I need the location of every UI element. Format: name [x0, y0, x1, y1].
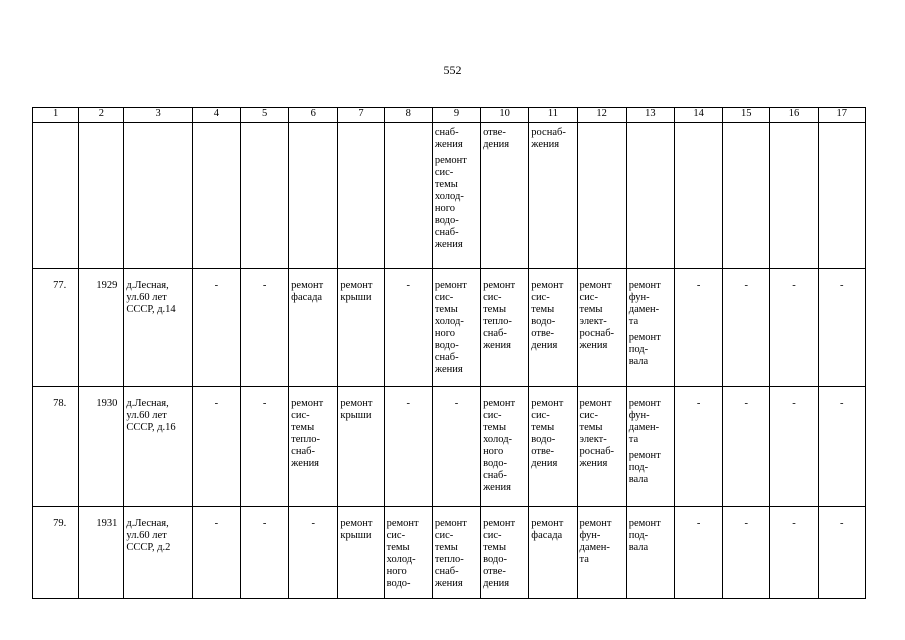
- work-cell-col-11: [529, 387, 577, 507]
- row-number-cell: 77.: [33, 269, 79, 387]
- col-header: 7: [338, 108, 384, 123]
- cell-text-line: отве-: [531, 446, 555, 457]
- work-cell-col-11: [529, 507, 577, 599]
- work-cell-col-16: [770, 269, 818, 387]
- cell-text-line: ремонт: [291, 280, 324, 291]
- dash-mark: -: [744, 518, 749, 529]
- cell-text-line: ремонт: [340, 398, 373, 409]
- cell-text-line: ремонт: [434, 155, 467, 166]
- repair-schedule-table: [32, 107, 866, 599]
- dash-mark: -: [696, 280, 701, 291]
- cell-text-line: жения: [579, 458, 608, 469]
- work-cell-col-12: [577, 387, 626, 507]
- cell-text-line: фун-: [628, 292, 650, 303]
- cell-text-line: сис-: [434, 292, 454, 303]
- dash-mark: -: [696, 518, 701, 529]
- work-cell-col-5: [240, 507, 288, 599]
- cell-text-line: ремонт: [483, 398, 516, 409]
- cell-text-line: крыши: [340, 410, 372, 421]
- cell-text-line: темы: [483, 422, 507, 433]
- work-cell-col-7: [338, 269, 384, 387]
- work-cell-col-15: [723, 507, 770, 599]
- cell-text-line: тепло-: [434, 554, 464, 565]
- table-cell: [770, 123, 818, 269]
- work-cell-col-6: [289, 387, 338, 507]
- work-cell-col-10: [481, 387, 529, 507]
- continuation-row: [33, 123, 866, 269]
- work-cell-col-17: [818, 387, 865, 507]
- work-cell-col-4: [192, 269, 240, 387]
- table-cell: [79, 123, 124, 269]
- cell-text-line: дения: [531, 458, 558, 469]
- year-cell: 1931: [79, 507, 124, 599]
- cell-text-line: темы: [531, 304, 555, 315]
- work-cell-col-9: [432, 269, 480, 387]
- dash-mark: -: [744, 280, 749, 291]
- dash-mark: -: [696, 398, 701, 409]
- col-header: 6: [289, 108, 338, 123]
- cell-text-line: та: [579, 554, 589, 565]
- cell-text-line: сис-: [483, 292, 502, 303]
- cell-text-line: тепло-: [291, 434, 321, 445]
- dash-mark: -: [744, 398, 749, 409]
- dash-mark: -: [792, 280, 796, 291]
- work-cell-col-12: [577, 507, 626, 599]
- cell-text-line: темы: [434, 304, 458, 315]
- cell-text-line: жения: [579, 340, 608, 351]
- cell-text-line: ремонт: [483, 280, 516, 291]
- cell-text-line: ремонт: [579, 518, 612, 529]
- cell-text-line: тепло-: [483, 316, 512, 327]
- cell-text-line: вала: [628, 542, 649, 553]
- address-line: ул.60 лет: [126, 292, 167, 303]
- cell-text-line: фасада: [531, 530, 563, 541]
- cell-text-line: дения: [531, 340, 558, 351]
- address-line: д.Лесная,: [126, 518, 169, 529]
- work-cell-col-15: [723, 269, 770, 387]
- cell-text-line: сис-: [579, 410, 598, 421]
- cell-text-line: темы: [579, 422, 603, 433]
- cell-text-line: ремонт: [628, 280, 661, 291]
- work-cell-col-14: [674, 387, 722, 507]
- cell-text-line: ремонт: [340, 518, 373, 529]
- cell-text-line: снаб-: [434, 352, 459, 363]
- dash-mark: -: [262, 398, 267, 409]
- work-cell-col-4: [192, 507, 240, 599]
- work-cell-col-14: [674, 269, 722, 387]
- cell-text-line: сис-: [483, 410, 502, 421]
- address-line: СССР, д.14: [126, 304, 176, 315]
- table-cell: [289, 123, 338, 269]
- cell-text-line: темы: [434, 179, 458, 190]
- row-number-cell: 78.: [33, 387, 79, 507]
- work-cell-col-9: [432, 507, 480, 599]
- cell-text-line: та: [628, 316, 639, 327]
- dash-mark: -: [840, 280, 844, 291]
- work-cell-col-17: [818, 507, 865, 599]
- dash-mark: -: [840, 518, 844, 529]
- cell-text-line: роснаб-: [531, 127, 566, 138]
- cell-text-line: дамен-: [579, 542, 610, 553]
- cell-text-line: фун-: [579, 530, 601, 541]
- cell-text-line: снаб-: [434, 566, 459, 577]
- cell-text-line: водо-: [434, 215, 459, 226]
- col-header: 10: [481, 108, 529, 123]
- table-cell: [626, 123, 674, 269]
- cell-text-line: жения: [434, 139, 463, 150]
- cell-text-line: под-: [628, 530, 649, 541]
- col-header: 15: [723, 108, 770, 123]
- work-cell-col-7: [338, 387, 384, 507]
- table-cell: [432, 123, 480, 269]
- cell-text-line: отве-: [483, 127, 506, 138]
- work-cell-col-4: [192, 387, 240, 507]
- cell-text-line: дения: [483, 139, 510, 150]
- dash-mark: -: [792, 518, 796, 529]
- cell-text-line: под-: [628, 462, 649, 473]
- col-header: 17: [818, 108, 865, 123]
- cell-text-line: ремонт: [628, 518, 661, 529]
- col-header: 4: [192, 108, 240, 123]
- col-header: 5: [240, 108, 288, 123]
- cell-text-line: элект-: [579, 434, 607, 445]
- dash-mark: -: [262, 280, 267, 291]
- col-header: 14: [674, 108, 722, 123]
- cell-text-line: сис-: [291, 410, 310, 421]
- work-cell-col-5: [240, 387, 288, 507]
- cell-text-line: холод-: [434, 191, 464, 202]
- address-line: д.Лесная,: [126, 280, 169, 291]
- work-cell-col-15: [723, 387, 770, 507]
- work-cell-col-14: [674, 507, 722, 599]
- cell-text-line: темы: [483, 542, 507, 553]
- cell-text-line: ремонт: [579, 398, 612, 409]
- cell-text-line: снаб-: [483, 328, 507, 339]
- cell-text-line: роснаб-: [579, 446, 615, 457]
- address-line: ул.60 лет: [126, 410, 167, 421]
- cell-text-line: сис-: [579, 292, 598, 303]
- work-cell-col-9: [432, 387, 480, 507]
- work-cell-col-5: [240, 269, 288, 387]
- cell-text-line: под-: [628, 344, 649, 355]
- table-row: [33, 507, 866, 599]
- cell-text-line: жения: [434, 239, 463, 250]
- cell-text-line: дамен-: [628, 422, 660, 433]
- cell-text-line: ремонт: [531, 280, 564, 291]
- cell-text-line: ремонт: [531, 518, 564, 529]
- cell-text-line: элект-: [579, 316, 607, 327]
- col-header: 1: [33, 108, 79, 123]
- cell-text-line: крыши: [340, 530, 372, 541]
- cell-text-line: сис-: [434, 167, 454, 178]
- cell-text-line: жения: [531, 139, 560, 150]
- work-cell-col-11: [529, 269, 577, 387]
- cell-text-line: жения: [434, 364, 463, 375]
- work-cell-col-16: [770, 387, 818, 507]
- cell-text-line: водо-: [483, 554, 507, 565]
- cell-text-line: сис-: [434, 530, 454, 541]
- cell-text-line: снаб-: [483, 470, 507, 481]
- table-cell: [338, 123, 384, 269]
- cell-text-line: холод-: [386, 554, 416, 565]
- cell-text-line: водо-: [531, 316, 556, 327]
- cell-text-line: ного: [434, 328, 456, 339]
- cell-text-line: ремонт: [340, 280, 373, 291]
- cell-text-line: сис-: [531, 292, 550, 303]
- cell-text-line: жения: [483, 482, 511, 493]
- dash-mark: -: [214, 518, 219, 529]
- address-line: д.Лесная,: [126, 398, 169, 409]
- col-header: 9: [432, 108, 480, 123]
- cell-text-line: ремонт: [291, 398, 324, 409]
- cell-text-line: та: [628, 434, 639, 445]
- work-cell-col-8: [384, 507, 432, 599]
- cell-text-line: сис-: [483, 530, 502, 541]
- cell-text-line: сис-: [386, 530, 406, 541]
- cell-text-line: темы: [483, 304, 507, 315]
- cell-text-line: фун-: [628, 410, 650, 421]
- column-number-row: [33, 108, 866, 123]
- work-cell-col-17: [818, 269, 865, 387]
- table-cell: [240, 123, 288, 269]
- cell-text-line: ремонт: [579, 280, 612, 291]
- table-cell: [33, 123, 79, 269]
- cell-text-line: снаб-: [434, 127, 459, 138]
- cell-text-line: ного: [483, 446, 504, 457]
- work-cell-col-10: [481, 269, 529, 387]
- table-cell: [124, 123, 192, 269]
- cell-text-line: дамен-: [628, 304, 660, 315]
- cell-text-line: ремонт: [628, 332, 661, 343]
- cell-text-line: темы: [291, 422, 315, 433]
- work-cell-col-12: [577, 269, 626, 387]
- cell-text-line: отве-: [531, 328, 555, 339]
- col-header: 13: [626, 108, 674, 123]
- work-cell-col-13: [626, 387, 674, 507]
- cell-text-line: водо-: [483, 458, 507, 469]
- cell-text-line: холод-: [434, 316, 464, 327]
- table-row: [33, 387, 866, 507]
- col-header: 11: [529, 108, 577, 123]
- address-cell: [124, 387, 192, 507]
- col-header: 3: [124, 108, 192, 123]
- cell-text-line: вала: [628, 474, 649, 485]
- cell-text-line: дения: [483, 578, 510, 589]
- col-header: 2: [79, 108, 124, 123]
- page-number: 552: [443, 63, 462, 77]
- table-cell: [577, 123, 626, 269]
- cell-text-line: темы: [579, 304, 603, 315]
- cell-text-line: фасада: [291, 292, 323, 303]
- address-line: СССР, д.2: [126, 542, 171, 553]
- address-line: ул.60 лет: [126, 530, 167, 541]
- dash-mark: -: [406, 280, 410, 291]
- table-cell: [529, 123, 577, 269]
- table-row: [33, 269, 866, 387]
- dash-mark: -: [792, 398, 796, 409]
- address-cell: [124, 507, 192, 599]
- table-cell: [384, 123, 432, 269]
- work-cell-col-7: [338, 507, 384, 599]
- cell-text-line: темы: [531, 422, 555, 433]
- address-line: СССР, д.16: [126, 422, 176, 433]
- cell-text-line: ремонт: [434, 518, 467, 529]
- dash-mark: -: [454, 398, 459, 409]
- cell-text-line: вала: [628, 356, 649, 367]
- cell-text-line: сис-: [531, 410, 550, 421]
- table-cell: [723, 123, 770, 269]
- work-cell-col-10: [481, 507, 529, 599]
- work-cell-col-16: [770, 507, 818, 599]
- cell-text-line: крыши: [340, 292, 372, 303]
- address-cell: [124, 269, 192, 387]
- cell-text-line: ремонт: [531, 398, 564, 409]
- col-header: 16: [770, 108, 818, 123]
- cell-text-line: ного: [386, 566, 407, 577]
- cell-text-line: водо-: [531, 434, 556, 445]
- work-cell-col-8: [384, 269, 432, 387]
- cell-text-line: жения: [434, 578, 463, 589]
- dash-mark: -: [840, 398, 844, 409]
- year-cell: 1930: [79, 387, 124, 507]
- table-cell: [674, 123, 722, 269]
- cell-text-line: отве-: [483, 566, 506, 577]
- table-cell: [481, 123, 529, 269]
- work-cell-col-13: [626, 507, 674, 599]
- cell-text-line: темы: [386, 542, 410, 553]
- cell-text-line: ремонт: [628, 398, 661, 409]
- dash-mark: -: [262, 518, 267, 529]
- cell-text-line: водо-: [434, 340, 459, 351]
- dash-mark: -: [406, 398, 410, 409]
- cell-text-line: жения: [291, 458, 320, 469]
- table-cell: [818, 123, 865, 269]
- dash-mark: -: [214, 398, 219, 409]
- cell-text-line: ремонт: [483, 518, 516, 529]
- cell-text-line: ного: [434, 203, 456, 214]
- cell-text-line: холод-: [483, 434, 513, 445]
- cell-text-line: роснаб-: [579, 328, 615, 339]
- cell-text-line: водо-: [386, 578, 411, 589]
- col-header: 8: [384, 108, 432, 123]
- table-cell: [192, 123, 240, 269]
- cell-text-line: ремонт: [628, 450, 661, 461]
- cell-text-line: снаб-: [291, 446, 315, 457]
- year-cell: 1929: [79, 269, 124, 387]
- cell-text-line: ремонт: [434, 280, 467, 291]
- work-cell-col-6: [289, 269, 338, 387]
- work-cell-col-13: [626, 269, 674, 387]
- work-cell-col-8: [384, 387, 432, 507]
- cell-text-line: снаб-: [434, 227, 459, 238]
- dash-mark: -: [311, 518, 316, 529]
- row-number-cell: 79.: [33, 507, 79, 599]
- cell-text-line: жения: [483, 340, 511, 351]
- cell-text-line: ремонт: [386, 518, 419, 529]
- dash-mark: -: [214, 280, 219, 291]
- work-cell-col-6: [289, 507, 338, 599]
- cell-text-line: темы: [434, 542, 458, 553]
- col-header: 12: [577, 108, 626, 123]
